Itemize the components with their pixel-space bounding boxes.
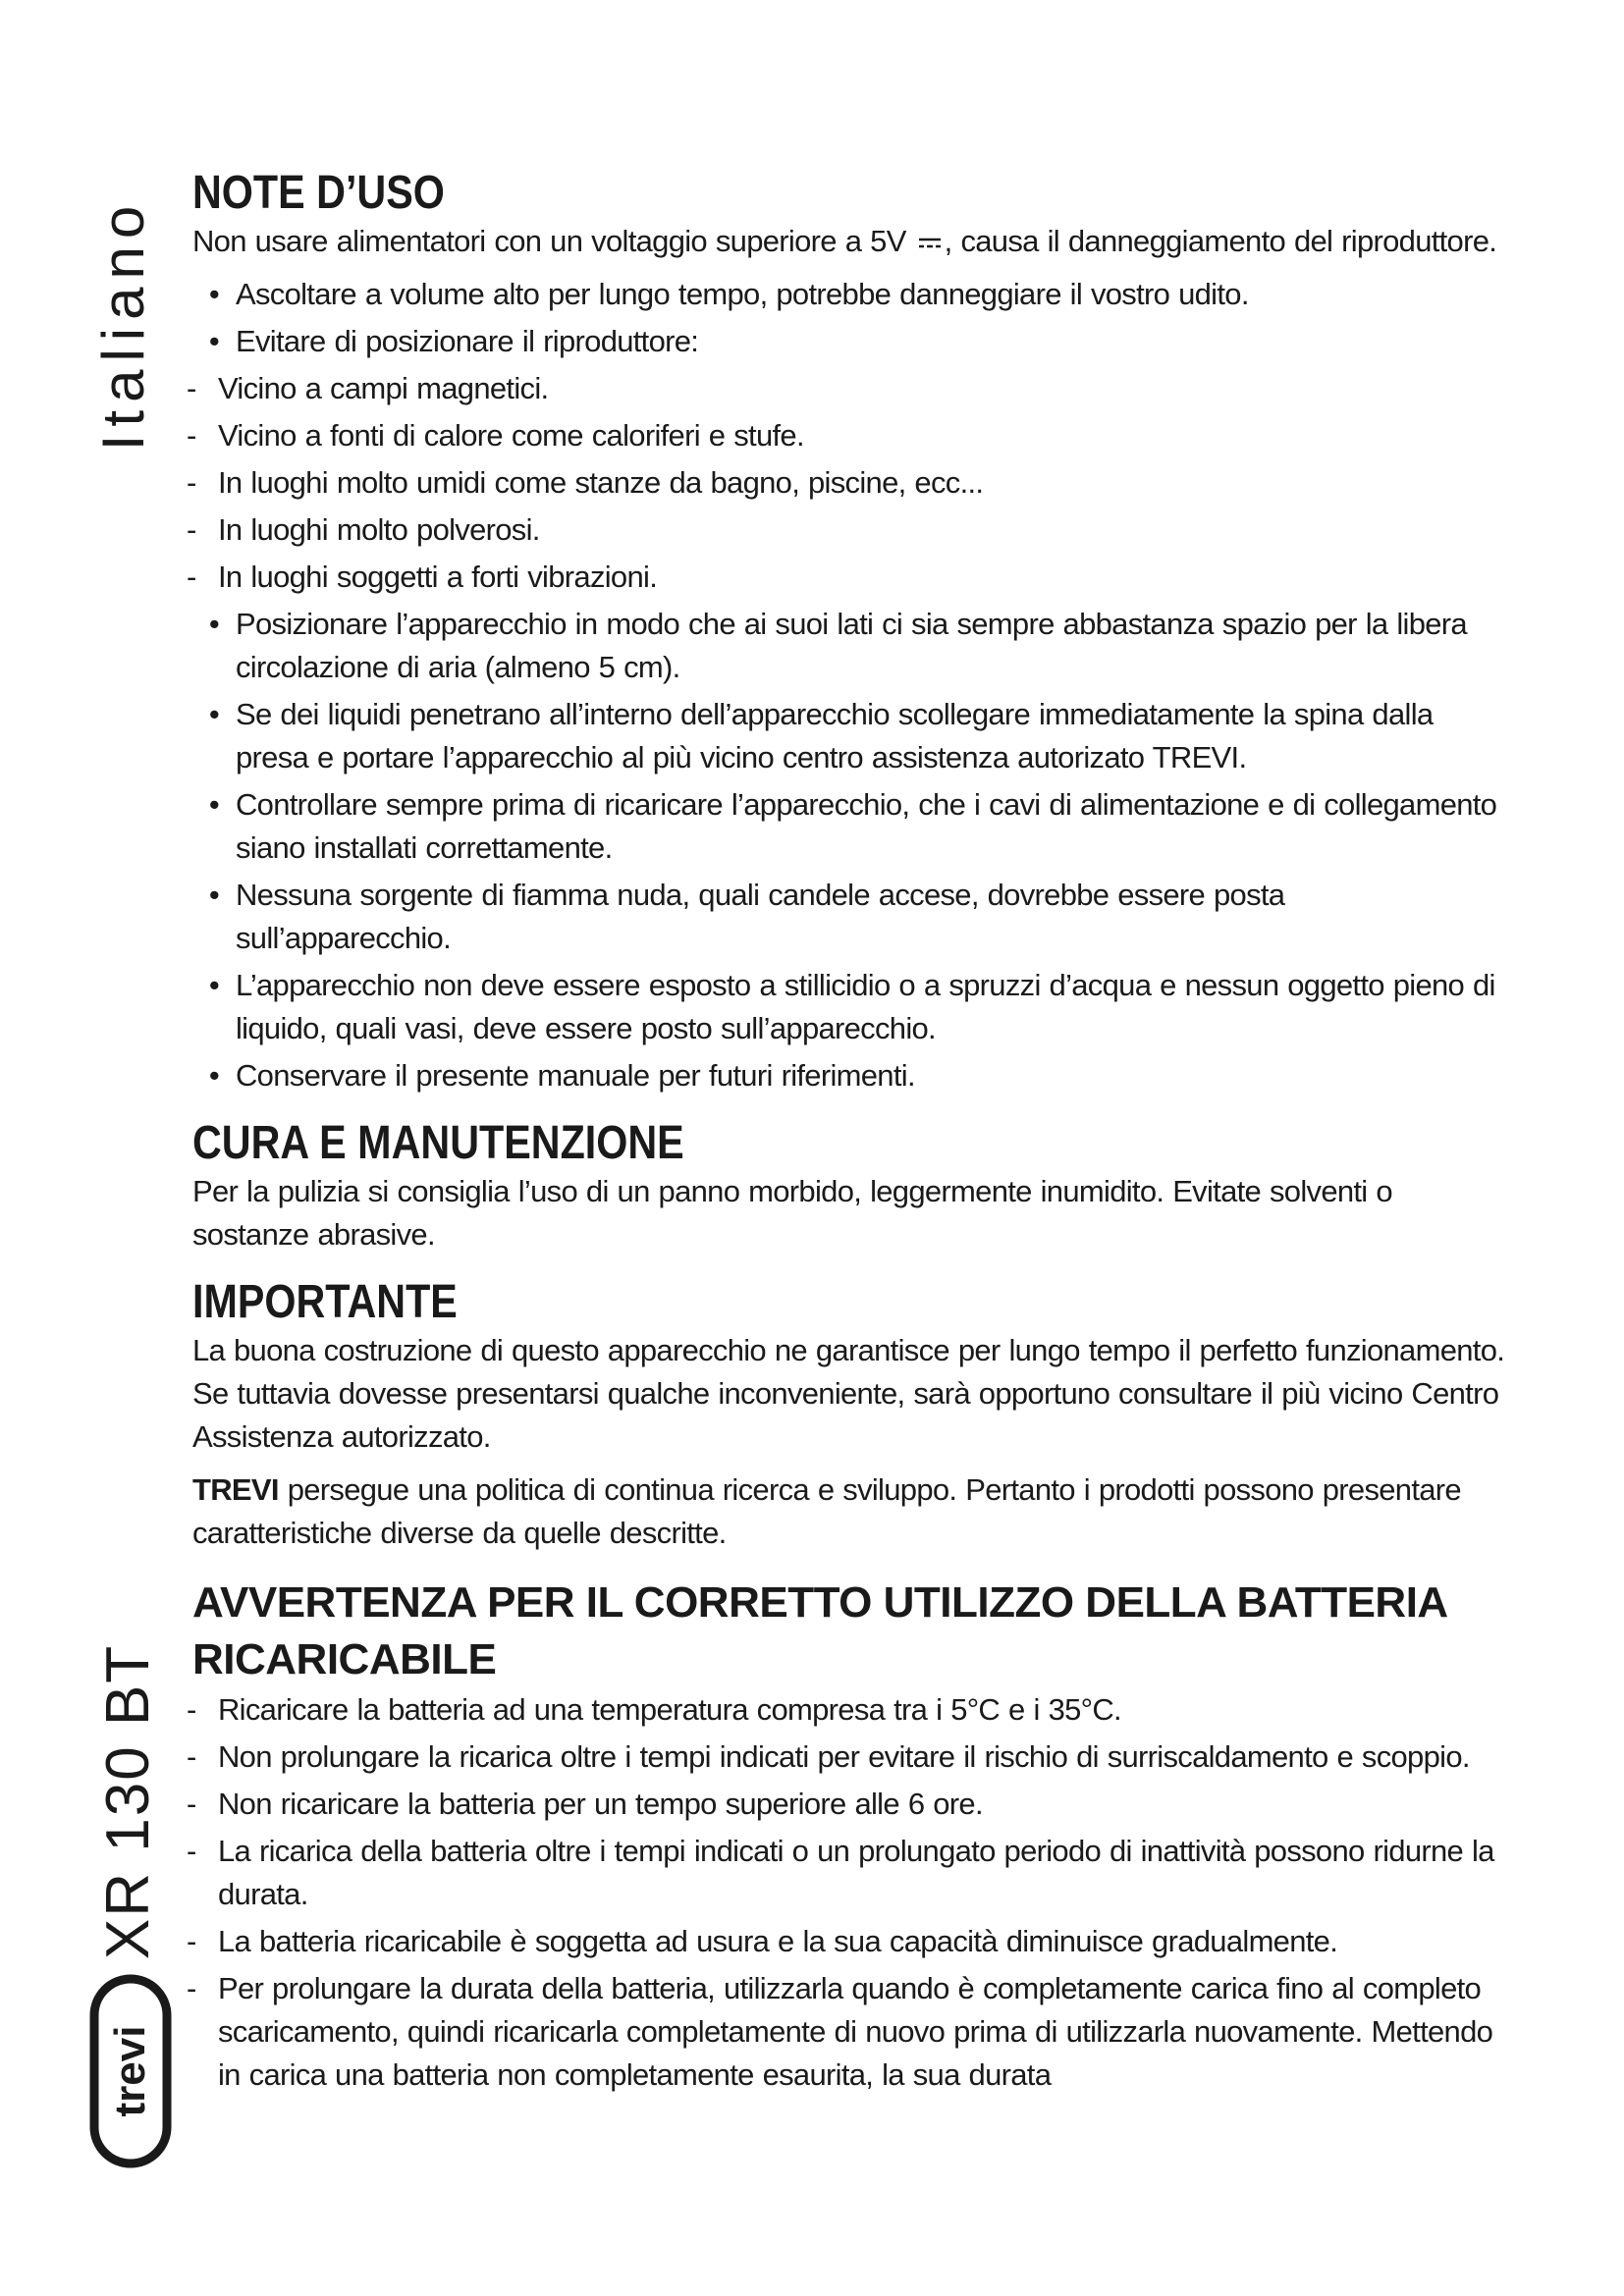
cura-text: Per la pulizia si consiglia l’uso di un panno morbido, leggermente inumidito. Evitate solventi o sostanze abrasive. <box>192 1174 1392 1252</box>
list-item <box>192 964 1508 1050</box>
dash-marker: - <box>187 1924 196 1958</box>
list-item <box>187 367 1508 410</box>
batteria-title: AVVERTENZA PER IL CORRETTO UTILIZZO DELLA BATTERIA RICARICABILE <box>192 1578 1447 1683</box>
logo-wordmark: trevi <box>106 2025 154 2117</box>
bullet-marker: • <box>208 878 220 912</box>
list-item-text: Evitare di posizionare il riproduttore: <box>236 324 699 358</box>
list-item-text: Non ricaricare la batteria per un tempo superiore alle 6 ore. <box>218 1787 983 1821</box>
bullet-marker: • <box>208 277 220 311</box>
importante-text-2-body: persegue una politica di continua ricerca e sviluppo. Pertanto i prodotti possono presentare caratteristiche diverse da quelle descritte. <box>192 1472 1461 1550</box>
list-item-text: Ricaricare la batteria ad una temperatura compresa tra i 5°C e i 35°C. <box>218 1692 1121 1727</box>
dc-voltage-icon <box>915 220 945 263</box>
intro-text-b: , causa il danneggiamento del riproduttore. <box>944 224 1497 258</box>
list-item-text: L’apparecchio non deve essere esposto a stillicidio o a spruzzi d’acqua e nessun oggetto pieno di liquido, quali vasi, deve essere posto sull’apparecchio. <box>236 968 1495 1045</box>
bullet-marker: • <box>208 697 220 731</box>
list-item <box>187 461 1508 505</box>
list-item <box>187 1920 1508 1963</box>
batteria-list <box>187 1688 1508 2097</box>
importante-text-2 <box>192 1468 1508 1555</box>
bullet-marker: • <box>208 968 220 1002</box>
list-item-text: In luoghi molto polverosi. <box>218 512 540 547</box>
list-item <box>187 1830 1508 1916</box>
model-text: XR 130 BT <box>94 1643 163 1959</box>
dash-marker: - <box>187 371 196 405</box>
list-item-text: Ascoltare a volume alto per lungo tempo, potrebbe danneggiare il vostro udito. <box>236 277 1249 311</box>
list-item <box>192 273 1508 316</box>
section-importante <box>192 1276 1508 1555</box>
list-item <box>187 1735 1508 1779</box>
dash-marker: - <box>187 1692 196 1727</box>
note-uso-list <box>187 273 1508 1097</box>
dash-marker: - <box>187 1739 196 1774</box>
list-item-text: In luoghi molto umidi come stanze da bagno, piscine, ecc... <box>218 465 984 500</box>
list-item <box>192 874 1508 960</box>
document-body <box>187 167 1508 2116</box>
list-item <box>187 508 1508 552</box>
dash-marker: - <box>187 1834 196 1868</box>
dash-marker: - <box>187 512 196 547</box>
note-uso-title: NOTE D’USO <box>192 167 445 219</box>
language-text: Italiano <box>90 197 157 451</box>
list-item-text: Se dei liquidi penetrano all’interno dell’apparecchio scollegare immediatamente la spina dalla presa e portare l’apparecchio al più vicino centro assistenza autorizato TREVI. <box>236 697 1434 774</box>
list-item-text: La batteria ricaricabile è soggetta ad usura e la sua capacità diminuisce gradualmente. <box>218 1924 1338 1958</box>
list-item <box>187 556 1508 599</box>
list-item <box>187 1967 1508 2097</box>
note-uso-intro <box>192 220 1508 263</box>
brand-name: TREVI <box>192 1472 279 1507</box>
bullet-marker: • <box>208 607 220 641</box>
list-item-text: Non prolungare la ricarica oltre i tempi indicati per evitare il rischio di surriscaldamento e scoppio. <box>218 1739 1470 1774</box>
bullet-marker: • <box>208 787 220 822</box>
bullet-marker: • <box>208 1058 220 1093</box>
list-item-text: Conservare il presente manuale per futuri riferimenti. <box>236 1058 915 1093</box>
side-model-label <box>84 1643 173 1959</box>
importante-text-1: La buona costruzione di questo apparecchio ne garantisce per lungo tempo il perfetto funzionamento. Se tuttavia dovesse presentarsi qualche inconveniente, sarà opportuno consultare il più vicino Centro Assistenza autorizzato. <box>192 1333 1505 1454</box>
intro-text-a: Non usare alimentatori con un voltaggio superiore a 5V <box>192 224 906 258</box>
dash-marker: - <box>187 418 196 453</box>
list-item-text: Vicino a campi magnetici. <box>218 371 549 405</box>
trevi-logo-icon <box>88 1973 173 2169</box>
list-item <box>187 414 1508 457</box>
list-item-text: Vicino a fonti di calore come caloriferi e stufe. <box>218 418 804 453</box>
section-note-uso <box>187 167 1508 1097</box>
list-item <box>187 1783 1508 1826</box>
importante-title: IMPORTANTE <box>192 1276 458 1328</box>
list-item <box>192 320 1508 363</box>
list-item <box>192 693 1508 779</box>
list-item-text: Controllare sempre prima di ricaricare l’apparecchio, che i cavi di alimentazione e di collegamento siano installati correttamente. <box>236 787 1497 865</box>
list-item <box>192 1054 1508 1097</box>
list-item <box>192 783 1508 870</box>
dash-marker: - <box>187 560 196 594</box>
bullet-marker: • <box>208 324 220 358</box>
list-item-text: Per prolungare la durata della batteria, utilizzarla quando è completamente carica fino al completo scaricamento, quindi ricaricarla completamente di nuovo prima di utilizzarla nuovamente. Mettendo in carica una batteria non completamente esaurita, la sua durata <box>218 1971 1493 2092</box>
dash-marker: - <box>187 1787 196 1821</box>
list-item-text: Nessuna sorgente di fiamma nuda, quali candele accese, dovrebbe essere posta sull’apparecchio. <box>236 878 1285 955</box>
cura-title: CURA E MANUTENZIONE <box>192 1117 684 1169</box>
list-item-text: La ricarica della batteria oltre i tempi indicati o un prolungato periodo di inattività possono ridurne la durata. <box>218 1834 1494 1911</box>
list-item <box>187 1688 1508 1732</box>
list-item <box>192 603 1508 689</box>
dash-marker: - <box>187 1971 196 2005</box>
list-item-text: In luoghi soggetti a forti vibrazioni. <box>218 560 658 594</box>
list-item-text: Posizionare l’apparecchio in modo che ai suoi lati ci sia sempre abbastanza spazio per la libera circolazione di aria (almeno 5 cm). <box>236 607 1467 684</box>
section-cura <box>192 1117 1508 1256</box>
side-language-label <box>84 182 163 466</box>
trevi-logo <box>88 1973 173 2169</box>
section-batteria <box>187 1575 1508 2097</box>
dash-marker: - <box>187 465 196 500</box>
